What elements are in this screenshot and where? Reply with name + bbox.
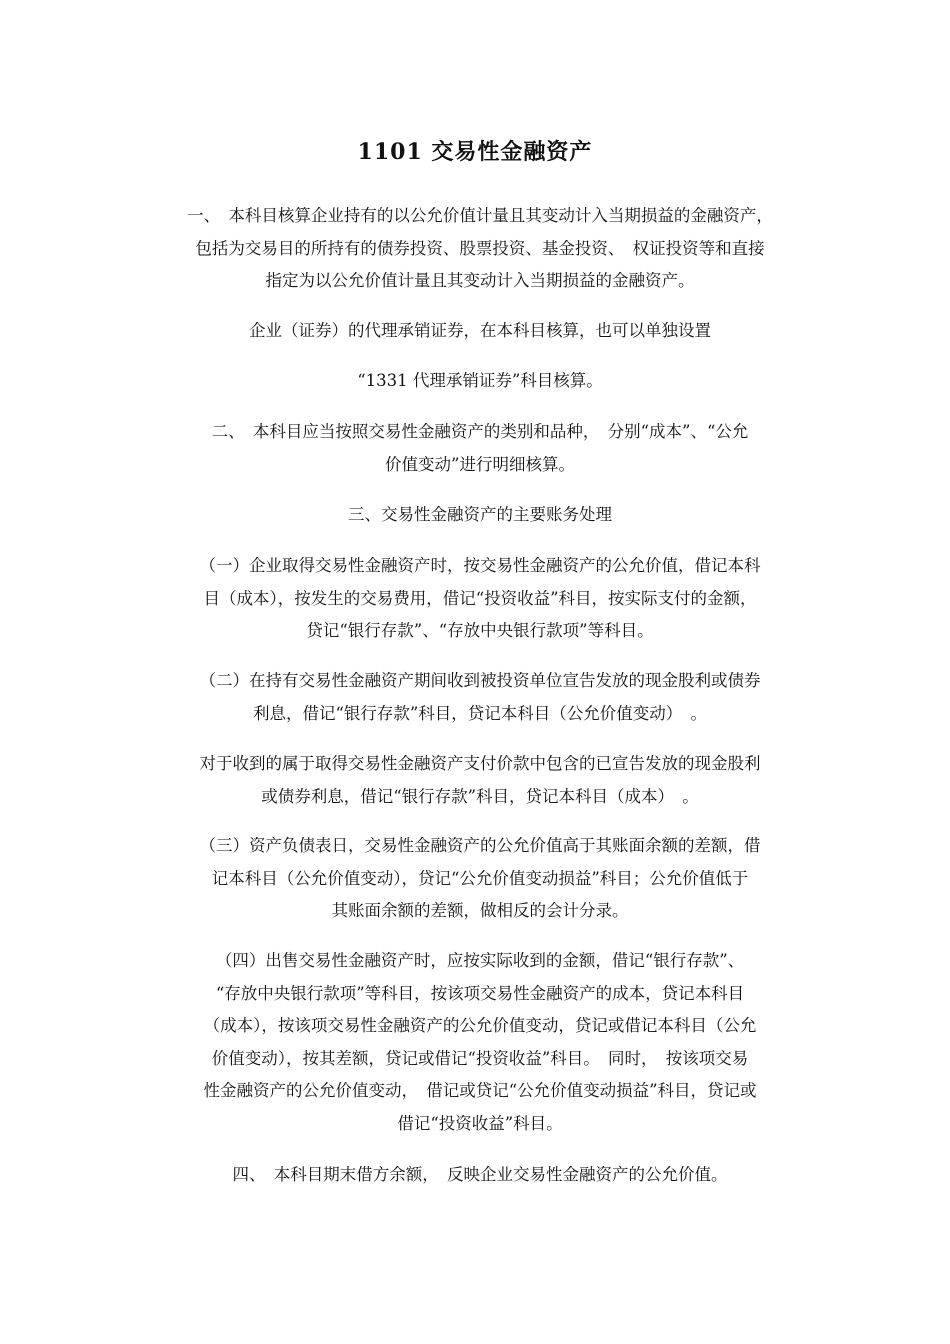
paragraph-10	[140, 945, 820, 1140]
paragraph-1	[140, 200, 820, 298]
paragraph-line: 或债券利息，借记“银行存款”科目，贷记本科目（成本） 。	[261, 786, 699, 806]
paragraph-4	[140, 416, 820, 481]
paragraph-line: 一、 本科目核算企业持有的以公允价值计量且其变动计入当期损益的金融资产，	[187, 206, 773, 225]
paragraph-line: 价值变动），按其差额，贷记或借记“投资收益”科目。 同时， 按该项交易	[211, 1048, 749, 1068]
paragraph-line: 记本科目（公允价值变动），贷记“公允价值变动损益”科目；公允价值低于	[211, 868, 749, 888]
paragraph-line: 目（成本），按发生的交易费用，借记“投资收益”科目，按实际支付的金额，	[203, 588, 757, 608]
paragraph-line: 利息，借记“银行存款”科目，贷记本科目（公允价值变动） 。	[252, 703, 708, 723]
paragraph-line: 其账面余额的差额，做相反的会计分录。	[331, 901, 629, 920]
paragraph-7	[140, 665, 820, 730]
paragraph-line: “1331 代理承销证券”科目核算。	[357, 371, 603, 390]
paragraph-line: （二）在持有交易性金融资产期间收到被投资单位宣告发放的现金股利或债券	[199, 671, 761, 690]
paragraph-line: （一）企业取得交易性金融资产时，按交易性金融资产的公允价值，借记本科	[199, 556, 761, 575]
paragraph-line: 四、 本科目期末借方余额， 反映企业交易性金融资产的公允价值。	[232, 1165, 728, 1184]
paragraph-line: （四）出售交易性金融资产时，应按实际收到的金额，借记“银行存款”、	[215, 951, 745, 970]
paragraph-11	[140, 1159, 820, 1192]
paragraph-line: 性金融资产的公允价值变动， 借记或贷记“公允价值变动损益”科目，贷记或	[203, 1081, 757, 1100]
paragraph-line: 指定为以公允价值计量且其变动计入当期损益的金融资产。	[265, 271, 695, 290]
paragraph-line: （成本），按该项交易性金融资产的公允价值变动，贷记或借记本科目（公允	[203, 1016, 757, 1035]
paragraph-line: “存放中央银行款项”等科目，按该项交易性金融资产的成本，贷记本科目	[215, 983, 745, 1003]
paragraph-line: 贷记“银行存款”、“存放中央银行款项”等科目。	[306, 621, 654, 640]
paragraph-line: （三）资产负债表日，交易性金融资产的公允价值高于其账面余额的差额，借	[199, 836, 761, 855]
paragraph-line: 企业（证券）的代理承销证券，在本科目核算，也可以单独设置	[249, 321, 711, 340]
paragraph-5-heading	[140, 499, 820, 532]
paragraph-line: 对于收到的属于取得交易性金融资产支付价款中包含的已宣告发放的现金股利	[199, 754, 761, 773]
paragraph-9	[140, 830, 820, 928]
paragraph-line: 价值变动”进行明细核算。	[385, 454, 575, 474]
paragraph-line: 包括为交易目的所持有的债券投资、股票投资、基金投资、 权证投资等和直接	[195, 238, 765, 258]
paragraph-2	[140, 315, 820, 348]
paragraph-line: 二、 本科目应当按照交易性金融资产的类别和品种， 分别“成本”、“公允	[211, 422, 749, 441]
paragraph-6	[140, 550, 820, 648]
paragraph-line: 借记“投资收益”科目。	[397, 1113, 563, 1133]
section-heading: 三、交易性金融资产的主要账务处理	[348, 505, 612, 524]
document-title: 1101 交易性金融资产	[357, 139, 593, 165]
paragraph-3	[140, 365, 820, 398]
paragraph-8	[140, 748, 820, 813]
